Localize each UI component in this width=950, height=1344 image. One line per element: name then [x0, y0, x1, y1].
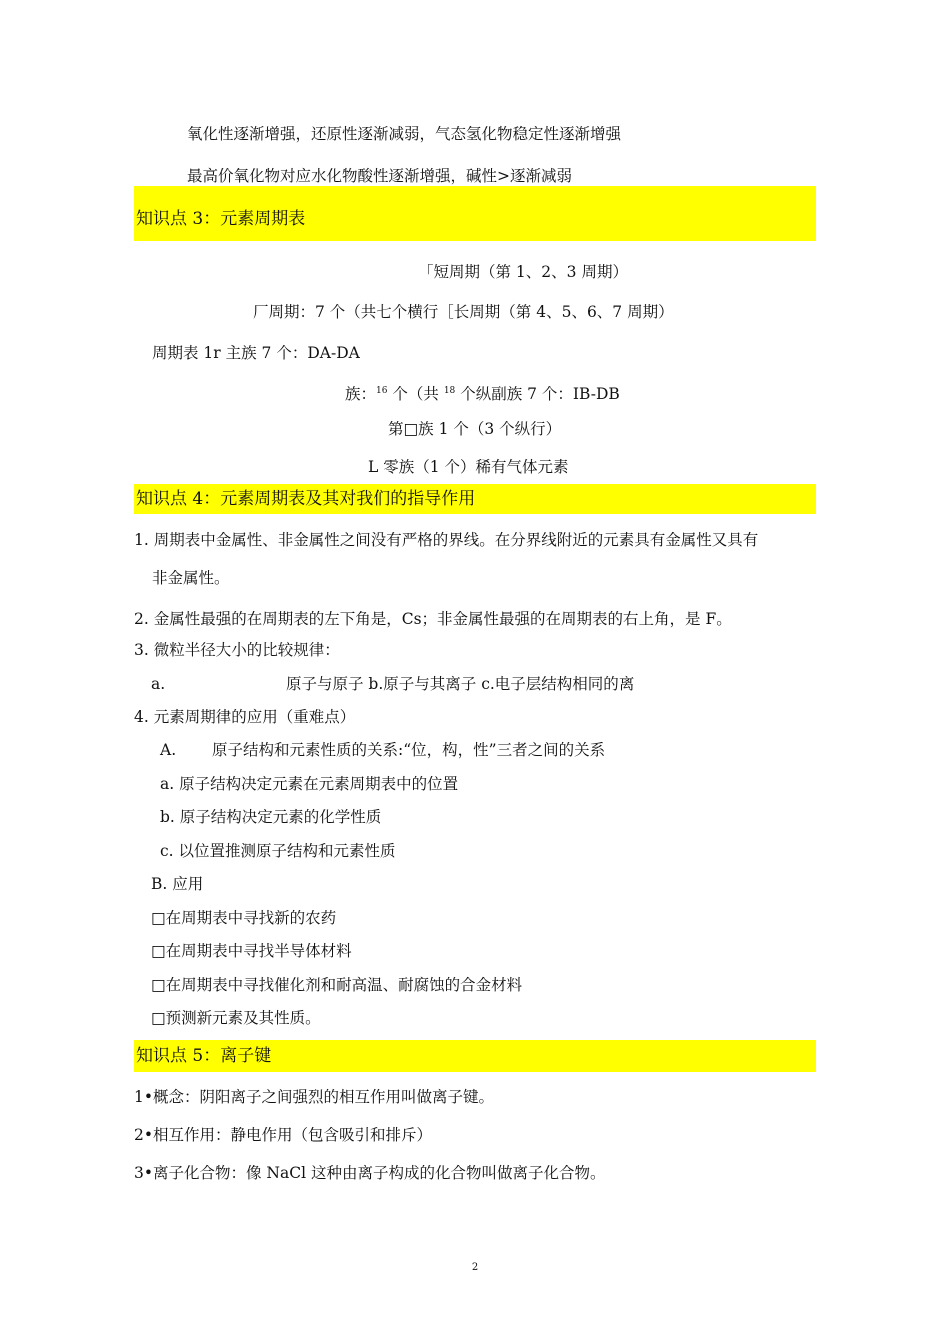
- ionic-bond-interaction: 2•相互作用：静电作用（包含吸引和排斥）: [134, 1126, 433, 1144]
- item-c: c. 以位置推测原子结构和元素性质: [160, 842, 396, 860]
- group-prefix: 族：: [345, 385, 377, 403]
- period-line: 厂周期：7 个（共七个横行［长周期（第 4、5、6、7 周期）: [253, 303, 674, 321]
- acidity-trend-line: 最高价氧化物对应水化物酸性逐渐增强，碱性>逐渐减弱: [187, 167, 572, 185]
- para-3: 3. 微粒半径大小的比较规律：: [134, 641, 340, 659]
- para-1-line-1: 1. 周期表中金属性、非金属性之间没有严格的界线。在分界线附近的元素具有金属性又具有: [134, 531, 759, 549]
- heading-knowledge-point-3: [134, 186, 816, 241]
- group-sup-16: 16: [376, 386, 388, 396]
- usage-2: □在周期表中寻找半导体材料: [151, 942, 352, 960]
- ionic-bond-concept: 1•概念：阴阳离子之间强烈的相互作用叫做离子键。: [134, 1088, 495, 1106]
- heading-5-text: 知识点 5：离子键: [136, 1046, 272, 1066]
- heading-knowledge-point-5: [134, 1040, 816, 1072]
- para-2: 2. 金属性最强的在周期表的左下角是，Cs；非金属性最强的在周期表的右上角，是 F。: [134, 610, 732, 628]
- item-A-text: 原子结构和元素性质的关系:“位，构，性”三者之间的关系: [212, 741, 606, 759]
- group-line: [345, 381, 620, 404]
- oxidation-trend-line: 氧化性逐渐增强，还原性逐渐减弱，气态氢化物稳定性逐渐增强: [187, 125, 622, 143]
- para-3a-label: a.: [151, 675, 166, 693]
- usage-3: □在周期表中寻找催化剂和耐高温、耐腐蚀的合金材料: [151, 976, 523, 994]
- usage-4: □预测新元素及其性质。: [151, 1009, 321, 1027]
- page-number: 2: [471, 1262, 479, 1273]
- heading-4-text: 知识点 4：元素周期表及其对我们的指导作用: [136, 489, 476, 509]
- group-post: 个纵副族 7 个：IB-DB: [455, 385, 620, 403]
- usage-1: □在周期表中寻找新的农药: [151, 909, 337, 927]
- para-1-line-2: 非金属性。: [152, 569, 230, 587]
- para-3a-text: 原子与原子 b.原子与其离子 c.电子层结构相同的离: [286, 675, 635, 693]
- item-B: B. 应用: [151, 875, 204, 893]
- zero-group-line: L 零族（1 个）稀有气体元素: [368, 458, 569, 476]
- group-eight-line: 第□族 1 个（3 个纵行）: [388, 420, 562, 438]
- item-a: a. 原子结构决定元素在元素周期表中的位置: [160, 775, 459, 793]
- group-mid: 个（共: [387, 385, 444, 403]
- main-group-line: 周期表 1r 主族 7 个：DA-DA: [152, 344, 360, 362]
- para-4: 4. 元素周期律的应用（重难点）: [134, 708, 356, 726]
- heading-knowledge-point-4: [134, 484, 816, 514]
- heading-3-text: 知识点 3：元素周期表: [136, 209, 306, 229]
- item-A-label: A.: [160, 741, 177, 759]
- item-b: b. 原子结构决定元素的化学性质: [160, 808, 382, 826]
- group-sup-18: 18: [443, 386, 456, 396]
- ionic-compound: 3•离子化合物：像 NaCl 这种由离子构成的化合物叫做离子化合物。: [134, 1164, 606, 1182]
- short-period-line: 「短周期（第 1、2、3 周期）: [418, 263, 628, 281]
